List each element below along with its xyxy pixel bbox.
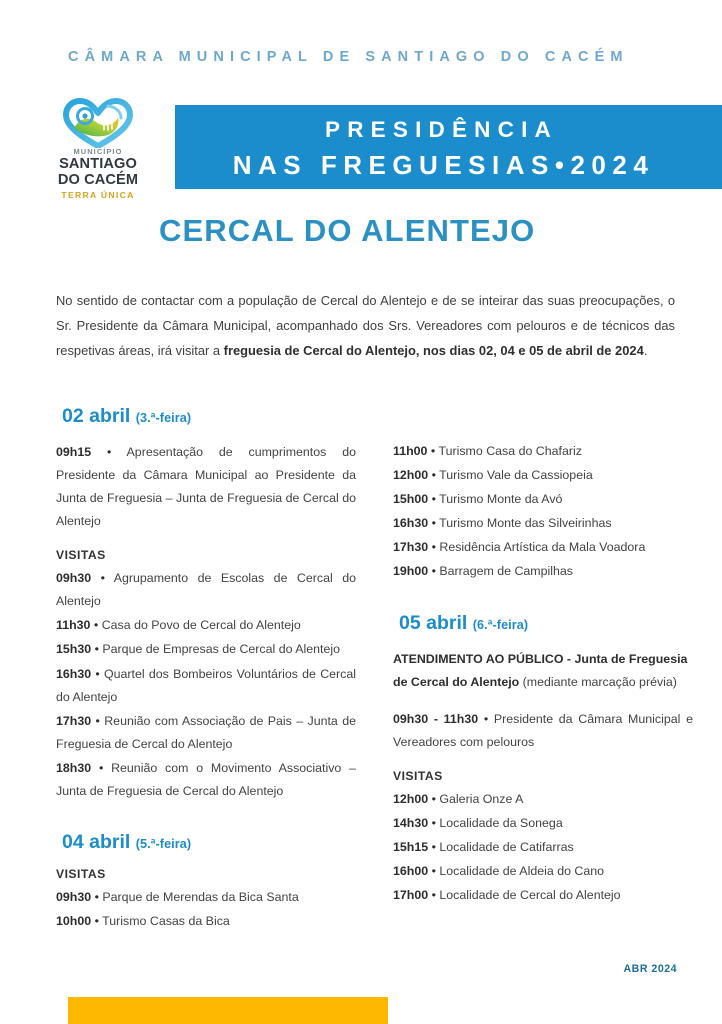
entry-separator: •: [94, 642, 99, 657]
entry-time: 18h30: [56, 760, 92, 775]
entry-separator: •: [431, 863, 436, 878]
entry-text: Residência Artística da Mala Voadora: [439, 540, 646, 555]
logo-name-line1: SANTIAGO: [59, 155, 137, 172]
day-block-02-abril: [56, 405, 356, 803]
schedule-entry: [56, 663, 356, 709]
entry-time: 15h30: [56, 642, 92, 657]
entry-text: Turismo Monte das Silveirinhas: [439, 516, 612, 531]
page-title: CERCAL DO ALENTEJO: [159, 213, 536, 248]
entry-text: Localidade da Sonega: [439, 815, 563, 830]
entry-separator: •: [95, 713, 100, 728]
entry-time: 15h15: [393, 839, 429, 854]
day-weekday-05-abril: (6.ª-feira): [472, 618, 529, 633]
entry-time: 14h30: [393, 815, 429, 830]
entry-separator: •: [431, 887, 436, 902]
entry-separator: •: [431, 492, 436, 507]
entry-separator: •: [431, 540, 436, 555]
day-weekday-04-abril: (5.ª-feira): [135, 836, 192, 851]
entry-separator: •: [431, 839, 436, 854]
entry-separator: •: [483, 711, 489, 726]
entry-text: Parque de Empresas de Cercal do Alentejo: [102, 642, 341, 657]
schedule-entry: [393, 708, 693, 754]
entry-text: Turismo Vale da Cassiopeia: [439, 468, 593, 483]
visits-label-02-abril: VISITAS: [56, 548, 106, 563]
entry-separator: •: [100, 571, 105, 586]
entry-separator: •: [431, 564, 436, 579]
schedule-entry: [56, 757, 356, 803]
entry-time: 17h30: [56, 713, 92, 728]
entry-time: 11h30: [56, 618, 91, 633]
schedule-column-right: [393, 440, 693, 908]
day-block-02-abril-continued: [393, 440, 693, 583]
entry-text: Apresentação de cumprimentos do Presidente da Câmara Municipal ao Presidente da Junta de Freguesia – Junta de Freguesia de Cercal do Alentejo: [56, 445, 356, 529]
entry-text: Quartel dos Bombeiros Voluntários de Cercal do Alentejo: [56, 666, 356, 704]
entry-text: Galeria Onze A: [439, 791, 524, 806]
entry-separator: •: [431, 815, 436, 830]
entry-separator: •: [94, 913, 99, 928]
entry-time: 12h00: [393, 468, 429, 483]
entry-text: Turismo Casas da Bica: [102, 913, 230, 928]
schedule-entry: [56, 710, 356, 756]
organization-title: CÂMARA MUNICIPAL DE SANTIAGO DO CACÉM: [68, 49, 629, 65]
entry-time: 10h00: [56, 913, 92, 928]
entry-time: 19h00: [393, 564, 429, 579]
schedule-entry: [56, 614, 356, 637]
entry-separator: •: [430, 444, 436, 458]
municipality-logo: [52, 96, 144, 200]
day-heading-02-abril: [62, 405, 356, 428]
entry-text: Presidente da Câmara Municipal e Vereadores com pelouros: [393, 711, 693, 749]
public-service-note: [393, 648, 693, 694]
entry-separator: •: [431, 791, 436, 806]
schedule-entry: [56, 441, 356, 533]
entry-time: 16h30: [393, 516, 429, 531]
schedule-entry: [56, 567, 356, 613]
schedule-entry: [393, 836, 693, 859]
intro-text-bold: freguesia de Cercal do Alentejo, nos dias 02, 04 e 05 de abril de 2024: [223, 342, 644, 358]
logo-tagline: TERRA ÚNICA: [61, 189, 135, 200]
note-regular-text: (mediante marcação prévia): [522, 675, 677, 690]
entry-time: 17h30: [393, 540, 429, 555]
logo-wordmark: [52, 148, 144, 200]
day-weekday-02-abril: (3.ª-feira): [135, 411, 192, 425]
entry-text: Turismo Monte da Avó: [439, 492, 563, 507]
schedule-entry: [393, 488, 693, 511]
title-banner: [175, 105, 722, 189]
logo-municipio-label: MUNICÍPIO: [73, 147, 123, 156]
banner-line-presidencia: PRESIDÊNCIA: [325, 117, 558, 142]
schedule-entry: [56, 638, 356, 661]
entry-time: 16h30: [56, 666, 92, 681]
schedule-entry: [393, 560, 693, 583]
entry-time: 09h30: [56, 889, 92, 904]
entry-separator: •: [431, 468, 436, 483]
day-date-05-abril: 05 abril: [399, 612, 468, 635]
day-date-04-abril: 04 abril: [62, 830, 131, 853]
entry-text: Parque de Merendas da Bica Santa: [102, 889, 299, 904]
entry-separator: •: [94, 889, 99, 904]
issue-date: ABR 2024: [623, 963, 677, 975]
entry-text: Localidade de Aldeia do Cano: [439, 863, 605, 878]
day-block-04-abril: [56, 831, 356, 933]
schedule-entry: [393, 812, 693, 835]
entry-text: Casa do Povo de Cercal do Alentejo: [101, 618, 301, 633]
entry-separator: •: [107, 445, 112, 459]
entry-time: 15h00: [393, 492, 429, 507]
entry-time: 09h30 - 11h30: [393, 711, 479, 726]
entry-time: 11h00: [393, 444, 428, 458]
entry-time: 16h00: [393, 863, 429, 878]
day-date-02-abril: 02 abril: [62, 405, 131, 427]
heart-emblem-icon: [58, 96, 138, 148]
visits-label-04-abril: VISITAS: [56, 866, 106, 881]
schedule-entry: [56, 910, 356, 933]
entry-separator: •: [431, 516, 436, 531]
schedule-entry: [393, 860, 693, 883]
entry-text: Barragem de Campilhas: [439, 564, 573, 579]
entry-text: Reunião com Associação de Pais – Junta de Freguesia de Cercal do Alentejo: [56, 713, 356, 751]
intro-paragraph: [56, 289, 675, 364]
footer-accent-bar: [68, 997, 388, 1024]
logo-name-line2: DO CACÉM: [57, 172, 139, 189]
note-bold-text: ATENDIMENTO AO PÚBLICO - Junta de Freguesia de Cercal do Alentejo: [393, 652, 688, 690]
entry-text: Localidade de Catifarras: [439, 839, 574, 854]
schedule-entry: [393, 440, 693, 463]
visits-label-05-abril: VISITAS: [393, 768, 443, 783]
schedule-entry: [393, 536, 693, 559]
schedule-entry: [393, 788, 693, 811]
entry-separator: •: [98, 760, 104, 775]
schedule-entry: [393, 464, 693, 487]
entry-text: Localidade de Cercal do Alentejo: [439, 887, 621, 902]
day-heading-05-abril: [399, 612, 693, 635]
intro-text-part1: No sentido de contactar com a população de Cercal do Alentejo e de se inteirar das suas preocupações, o Sr. Presidente da Câmara Municipal, acompanhado dos Srs. Vereadores com pelouros e de técnicos das respetivas áreas, irá visitar a: [56, 292, 675, 358]
schedule-entry: [393, 884, 693, 907]
entry-time: 12h00: [393, 791, 429, 806]
entry-text: Reunião com o Movimento Associativo – Junta de Freguesia de Cercal do Alentejo: [56, 760, 356, 798]
day-heading-04-abril: [62, 831, 356, 854]
entry-separator: •: [95, 666, 100, 681]
entry-text: Turismo Casa do Chafariz: [438, 444, 582, 458]
entry-text: Agrupamento de Escolas de Cercal do Alentejo: [56, 571, 356, 609]
schedule-column-left: [56, 405, 356, 934]
entry-time: 17h00: [393, 887, 429, 902]
entry-separator: •: [93, 618, 99, 633]
entry-time: 09h15: [56, 445, 92, 459]
day-block-05-abril: [393, 612, 693, 907]
banner-line-freguesias: NAS FREGUESIAS•2024: [232, 150, 655, 180]
intro-text-part2: .: [643, 342, 648, 358]
schedule-entry: [393, 512, 693, 535]
entry-time: 09h30: [56, 571, 92, 586]
schedule-entry: [56, 886, 356, 909]
